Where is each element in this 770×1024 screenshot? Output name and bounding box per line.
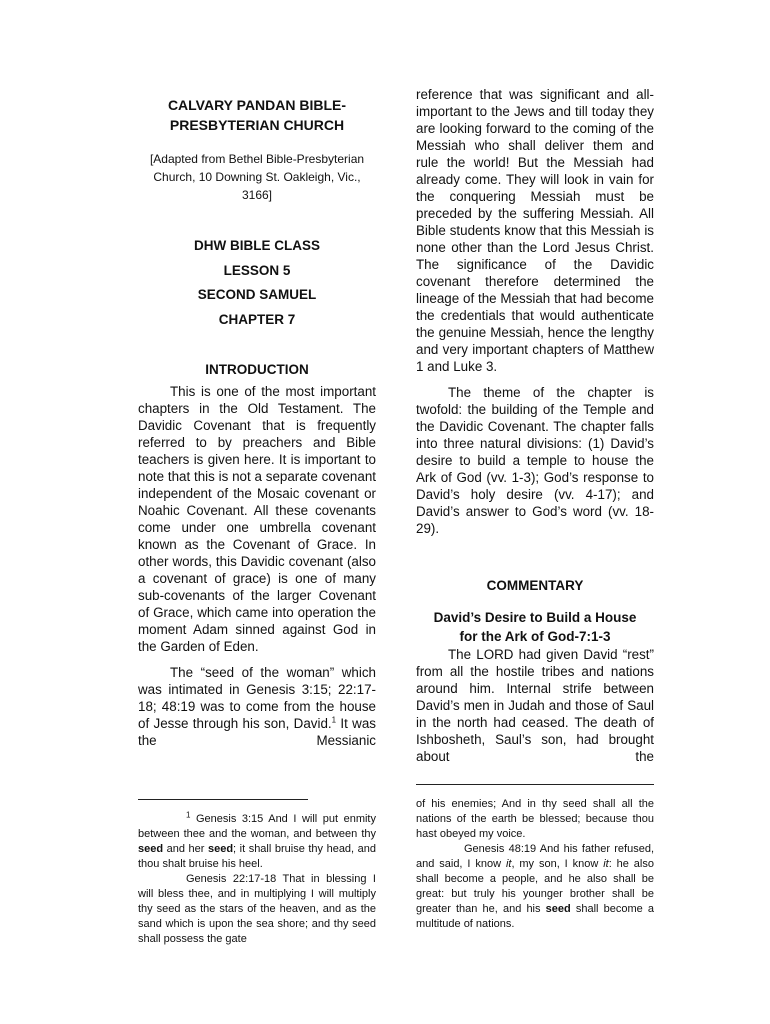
footnote-text: ; it shall bruise thy head, and thou shalt bruise his heel. [138, 843, 377, 870]
footnote-genesis-22: Genesis 22:17-18 That in blessing I will bless thee, and in multiplying I will multiply thy seed as the stars of the heaven, and as the sand which is upon the sea shore; and thy seed shall possess the gate [138, 873, 376, 945]
chapter-number: CHAPTER 7 [218, 311, 296, 327]
adapted-note: [Adapted from Bethel Bible-Presbyterian Church, 10 Downing St. Oakleigh, Vic., 3166] [149, 152, 365, 202]
italic-it: it [603, 858, 609, 870]
seed-paragraph-text: The “seed of the woman” which was intimated in Genesis 3:15; 22:17-18; 48:19 was to come from the house of Jesse through his son, David. [138, 665, 376, 731]
commentary-heading: COMMENTARY [486, 578, 584, 593]
class-name: DHW BIBLE CLASS [194, 238, 320, 253]
seed-emphasis: seed [138, 843, 164, 855]
subheading-line-1: David’s Desire to Build a House [433, 610, 637, 625]
seed-paragraph [138, 664, 376, 749]
footnote-divider-right [416, 784, 654, 785]
footnote-text: Genesis 3:15 And I will put enmity between thee and the woman, and between thy [138, 813, 376, 840]
book-name: SECOND SAMUEL [197, 287, 317, 302]
footnote-genesis-22-cont: of his enemies; And in thy seed shall all the nations of the earth be blessed; because thou hast obeyed my voice. [416, 798, 654, 840]
footnote-text: , my son, I know [511, 858, 604, 870]
footnotes-right [416, 797, 654, 932]
left-column [138, 86, 376, 749]
footnote-text: : he also shall become a people, and he also shall be great: but truly his younger brother shall be greater than he, and his [416, 858, 654, 915]
right-column [416, 86, 654, 765]
seed-paragraph-tail: It was the Messianic [138, 716, 376, 748]
footnote-genesis-48 [416, 842, 654, 932]
lesson-block [138, 234, 376, 332]
footnote-text: Genesis 48:19 And his father refused, and said, I know [416, 843, 654, 870]
commentary-paragraph: The LORD had given David “rest” from all the hostile tribes and nations around him. Internal strife between David’s men in Judah and those of Saul in the north had ceased. The death of Ishbosheth, Saul’s son, had brought about the [416, 647, 654, 764]
subheading-line-2: for the Ark of God-7:1-3 [459, 629, 611, 644]
footnote-mark: 1 [186, 810, 191, 820]
introduction-heading: INTRODUCTION [205, 362, 309, 377]
footnote-text: shall become a multitude of nations. [416, 903, 654, 930]
footnote-genesis-3-15 [138, 812, 376, 872]
lesson-number: LESSON 5 [223, 262, 291, 278]
footnote-text: and her [163, 843, 208, 855]
footnote-divider-left [138, 799, 308, 800]
footnotes-left [138, 812, 376, 947]
continued-paragraph: reference that was significant and all-important to the Jews and till today they are looking forward to the coming of the Messiah who shall deliver them and rule the world! But the Messiah had already come. They will look in vain for the conquering Messiah must be preceded by the suffering Messiah. All Bible students know that this Messiah is none other than the Lord Jesus Christ. The significance of the Davidic covenant therefore determined the lineage of the Messiah that had become the credentials that would authenticate the genuine Messiah, hence the lengthy and very important chapters of Matthew 1 and Luke 3. [416, 87, 654, 374]
seed-emphasis: seed [545, 903, 571, 915]
section-subheading [416, 608, 654, 646]
footnote-reference[interactable]: 1 [331, 715, 337, 725]
intro-paragraph: This is one of the most important chapters in the Old Testament. The Davidic Covenant that is frequently referred to by preachers and Bible teachers is given here. It is important to note that this is not a separate covenant independent of the Mosaic covenant or Noahic Covenant. All these covenants come under one umbrella covenant known as the Covenant of Grace. In other words, this Davidic covenant (also a covenant of grace) is one of many sub-covenants of the larger Covenant of Grace, which came into operation the moment Adam sinned against God in the Garden of Eden. [138, 384, 376, 654]
theme-paragraph: The theme of the chapter is twofold: the building of the Temple and the Davidic Covenant. The chapter falls into three natural divisions: (1) David’s desire to build a temple to house the Ark of God (vv. 1-3); God’s response to David’s holy desire (vv. 4-17); and David’s answer to God’s word (vv. 18-29). [416, 385, 654, 536]
church-title: CALVARY PANDAN BIBLE-PRESBYTERIAN CHURCH [167, 97, 347, 133]
italic-it: it [505, 858, 512, 870]
seed-emphasis: seed [207, 843, 234, 855]
